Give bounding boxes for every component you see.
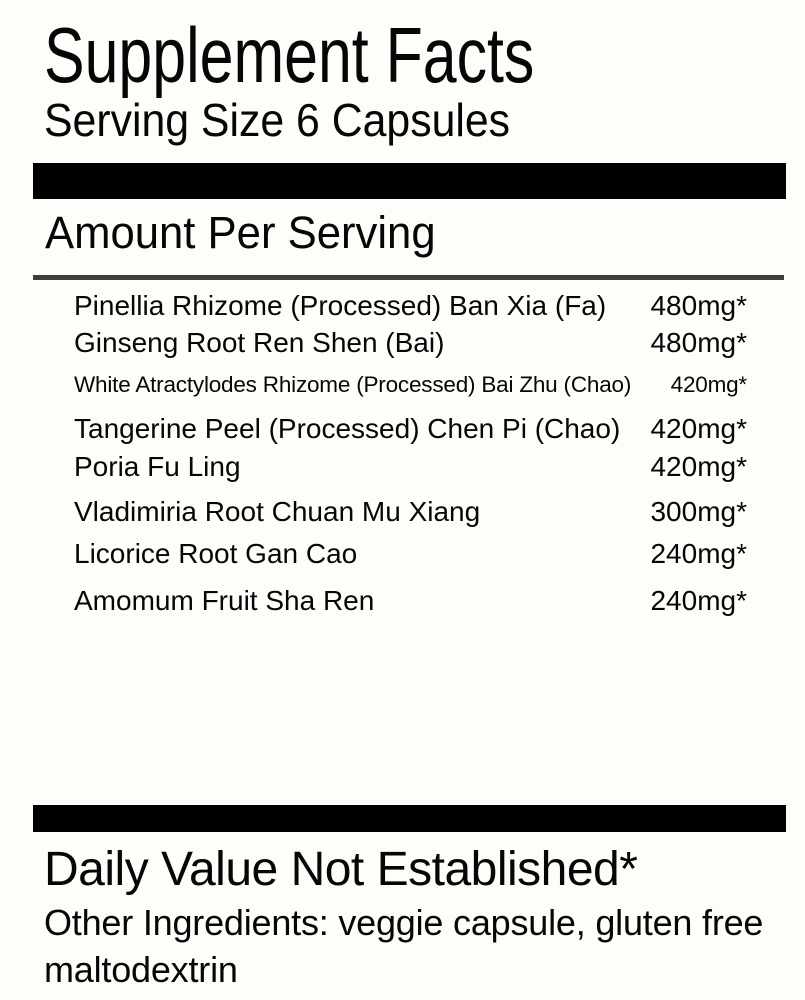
- amount-per-serving-header: Amount Per Serving: [45, 207, 436, 258]
- ingredient-name: Licorice Root Gan Cao: [74, 538, 358, 569]
- ingredient-row: [74, 497, 747, 527]
- ingredient-name: Ginseng Root Ren Shen (Bai): [74, 327, 445, 358]
- ingredient-name: Poria Fu Ling: [74, 451, 241, 482]
- ingredient-amount: 300mg*: [650, 496, 747, 527]
- ingredient-row: [74, 291, 747, 321]
- other-ingredients-text: Other Ingredients: veggie capsule, gluten free maltodextrin: [44, 902, 764, 990]
- ingredient-row: [74, 586, 747, 616]
- ingredient-amount: 480mg*: [650, 290, 747, 321]
- ingredient-row: [74, 414, 747, 444]
- daily-value-footnote: Daily Value Not Established*: [44, 843, 638, 896]
- section-divider-bar-bottom: [33, 805, 786, 832]
- ingredient-amount: 420mg*: [650, 413, 747, 444]
- ingredient-row: [74, 452, 747, 482]
- ingredient-name: Pinellia Rhizome (Processed) Ban Xia (Fa): [74, 290, 607, 321]
- ingredient-row: [74, 539, 747, 569]
- ingredient-amount: 240mg*: [650, 585, 747, 616]
- ingredient-amount: 420mg*: [670, 372, 747, 397]
- page-title: Supplement Facts: [44, 11, 535, 99]
- ingredient-name: Amomum Fruit Sha Ren: [74, 585, 375, 616]
- ingredient-amount: 240mg*: [650, 538, 747, 569]
- ingredient-name: Tangerine Peel (Processed) Chen Pi (Chao): [74, 413, 621, 444]
- ingredient-name: White Atractylodes Rhizome (Processed) Bai Zhu (Chao): [74, 372, 632, 397]
- ingredient-list: [74, 0, 747, 640]
- ingredient-amount: 420mg*: [650, 451, 747, 482]
- ingredient-amount: 480mg*: [650, 327, 747, 358]
- ingredient-row: [74, 328, 747, 358]
- ingredient-row: [74, 370, 747, 400]
- ingredient-name: Vladimiria Root Chuan Mu Xiang: [74, 496, 481, 527]
- serving-size-text: Serving Size 6 Capsules: [44, 94, 511, 146]
